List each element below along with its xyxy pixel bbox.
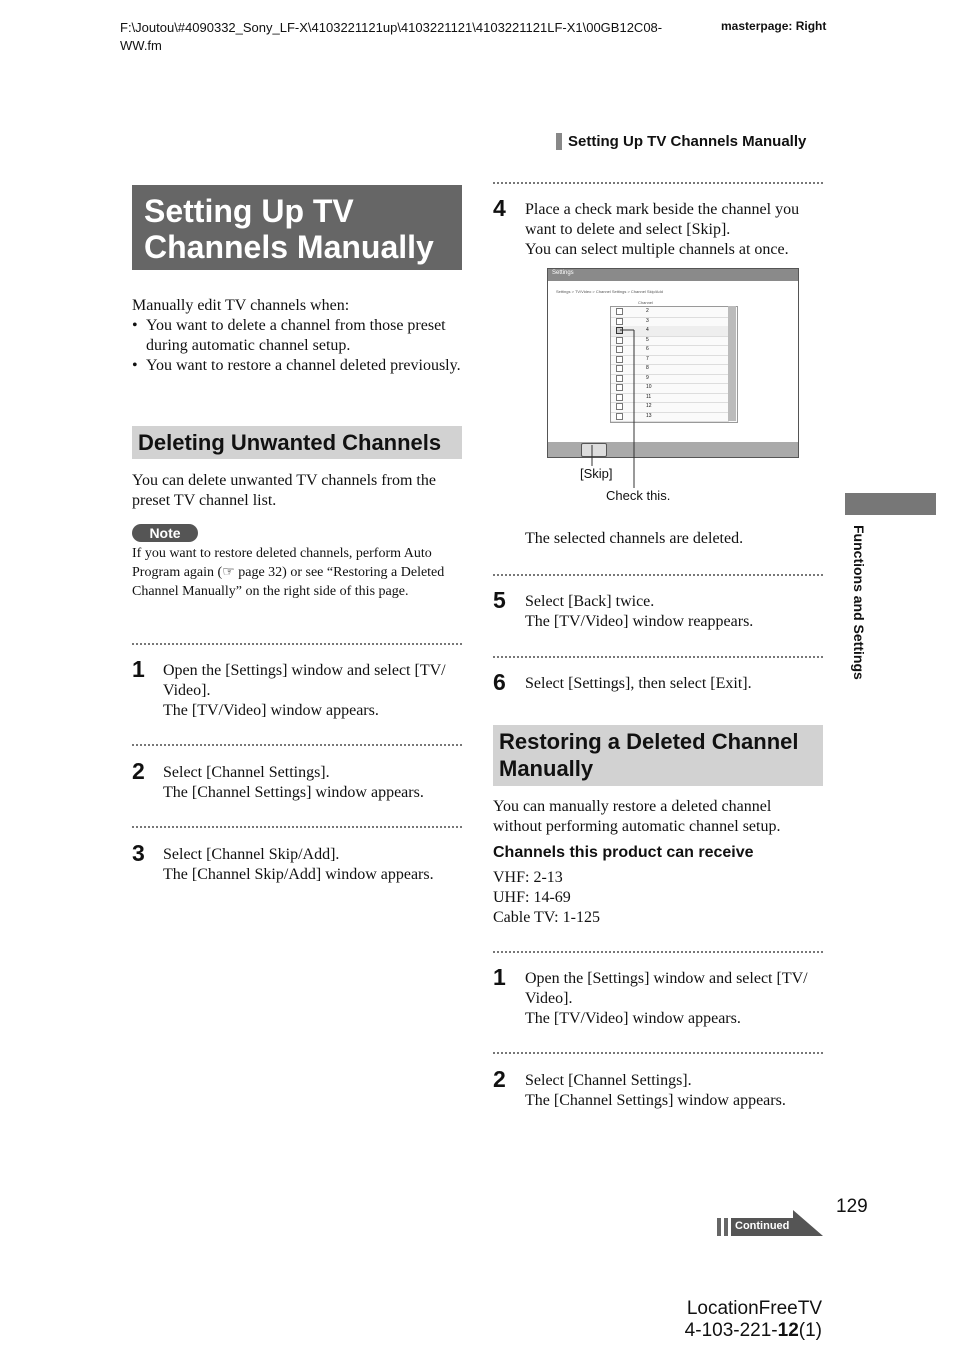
intro-bullet: • You want to delete a channel from those preset during automatic channel setup. [132, 316, 462, 356]
intro-bullets [132, 316, 462, 376]
continued-bar [717, 1218, 721, 1236]
channel-number: 4 [646, 327, 649, 333]
step-4 [525, 200, 823, 260]
divider [493, 182, 823, 184]
channel-number: 13 [646, 412, 652, 419]
step-sub: The [TV/Video] window appears. [525, 1010, 741, 1027]
section2-body: You can manually restore a deleted channel without performing automatic channel setup. [493, 798, 781, 835]
restore-step-1 [525, 969, 823, 1029]
step-number: 2 [493, 1066, 506, 1092]
file-path: F:\Joutou\#4090332_Sony_LF-X\4103221121up\4103221121\4103221121LF-X1\00GB12C08-WW.fm [120, 20, 663, 53]
step-6 [525, 674, 823, 694]
divider [493, 951, 823, 953]
channel-number: 10 [646, 384, 652, 390]
step-number: 4 [493, 195, 506, 221]
step-sub: The [TV/Video] window appears. [163, 702, 379, 719]
page-number: 129 [836, 1196, 868, 1217]
continued-marker [717, 1210, 823, 1238]
step-text: Open the [Settings] window and select [TV/ Video]. [525, 970, 808, 1007]
divider [493, 656, 823, 658]
intro [132, 296, 462, 376]
step-number: 2 [132, 758, 145, 784]
continued-label: Continued [735, 1220, 790, 1232]
section-heading-deleting: Deleting Unwanted Channels [132, 426, 462, 459]
intro-bullet: • You want to restore a channel deleted previously. [132, 356, 462, 376]
callout-skip: [Skip] [580, 466, 613, 481]
restore-step-2 [525, 1071, 823, 1111]
divider [493, 574, 823, 576]
step-text: Select [Back] twice. [525, 593, 655, 610]
channel-ranges [493, 868, 823, 928]
step-sub: The [Channel Skip/Add] window appears. [163, 866, 434, 883]
channel-number: 2 [646, 308, 649, 314]
step-number: 1 [493, 964, 506, 990]
step-sub: The [TV/Video] window reappears. [525, 613, 754, 630]
screenshot-titlebar [548, 269, 798, 281]
step-5 [525, 592, 823, 632]
step-number: 1 [132, 656, 145, 682]
step-number: 3 [132, 840, 145, 866]
side-tab-bar [845, 493, 936, 515]
step-text: Select [Channel Settings]. [163, 764, 330, 781]
step-3 [163, 845, 463, 885]
range-vhf: VHF: 2-13 [493, 869, 563, 886]
step-sub: You can select multiple channels at once. [525, 241, 789, 258]
step-text: Select [Channel Settings]. [525, 1072, 692, 1089]
step-text: Select [Channel Skip/Add]. [163, 846, 340, 863]
channel-number: 8 [646, 365, 649, 371]
step-2 [163, 763, 463, 803]
divider [132, 643, 462, 645]
screenshot-window-title: Settings [552, 270, 574, 276]
footer-code-prefix: 4-103-221- [684, 1320, 778, 1341]
footer-product: LocationFreeTV [686, 1298, 822, 1319]
footer-code-suffix: (1) [798, 1320, 822, 1341]
callout-check: Check this. [606, 488, 671, 503]
note-text: If you want to restore deleted channels, perform Auto Program again (☞ page 32) or see “Restoring a Deleted Channel Manually” on the right side of this page. [132, 546, 445, 599]
channel-number: 3 [646, 317, 649, 324]
side-tab-label: Functions and Settings [851, 525, 867, 680]
page-title: Setting Up TV Channels Manually [132, 185, 462, 270]
divider [132, 744, 462, 746]
checkbox[interactable] [616, 308, 623, 315]
channel-number: 7 [646, 355, 649, 362]
channel-number: 11 [646, 393, 652, 400]
result-text: The selected channels are deleted. [525, 530, 744, 547]
channel-number: 5 [646, 336, 649, 343]
range-cable: Cable TV: 1-125 [493, 909, 600, 926]
intro-lead: Manually edit TV channels when: [132, 297, 350, 314]
list-scrollbar[interactable] [728, 306, 736, 421]
footer [670, 1298, 822, 1342]
channel-number: 12 [646, 403, 652, 409]
step-number: 6 [493, 669, 506, 695]
footer-code-bold: 12 [777, 1320, 799, 1341]
step-number: 5 [493, 587, 506, 613]
step-text: Open the [Settings] window and select [TV/ Video]. [163, 662, 446, 699]
step-1 [163, 661, 463, 721]
range-uhf: UHF: 14-69 [493, 889, 571, 906]
divider [132, 826, 462, 828]
screenshot-column-header: Channel [638, 300, 653, 305]
step-sub: The [Channel Settings] window appears. [163, 784, 424, 801]
running-title: Setting Up TV Channels Manually [556, 133, 806, 150]
divider [493, 1052, 823, 1054]
masterpage-label: masterpage: Right [721, 19, 827, 33]
section1-body: You can delete unwanted TV channels from the preset TV channel list. [132, 472, 436, 509]
step-text: Select [Settings], then select [Exit]. [525, 675, 752, 692]
screenshot-breadcrumb: Settings > TV/Video > Channel Settings > Channel Skip/Add [556, 289, 663, 294]
note-badge: Note [132, 524, 198, 542]
continued-bar [724, 1218, 728, 1236]
step-text: Place a check mark beside the channel you want to delete and select [Skip]. [525, 201, 800, 238]
channel-number: 6 [646, 346, 649, 352]
channel-number: 9 [646, 374, 649, 381]
section-heading-restoring: Restoring a Deleted Channel Manually [493, 725, 823, 786]
step-sub: The [Channel Settings] window appears. [525, 1092, 786, 1109]
section2-subheading: Channels this product can receive [493, 844, 754, 861]
footer-code [670, 1320, 822, 1342]
